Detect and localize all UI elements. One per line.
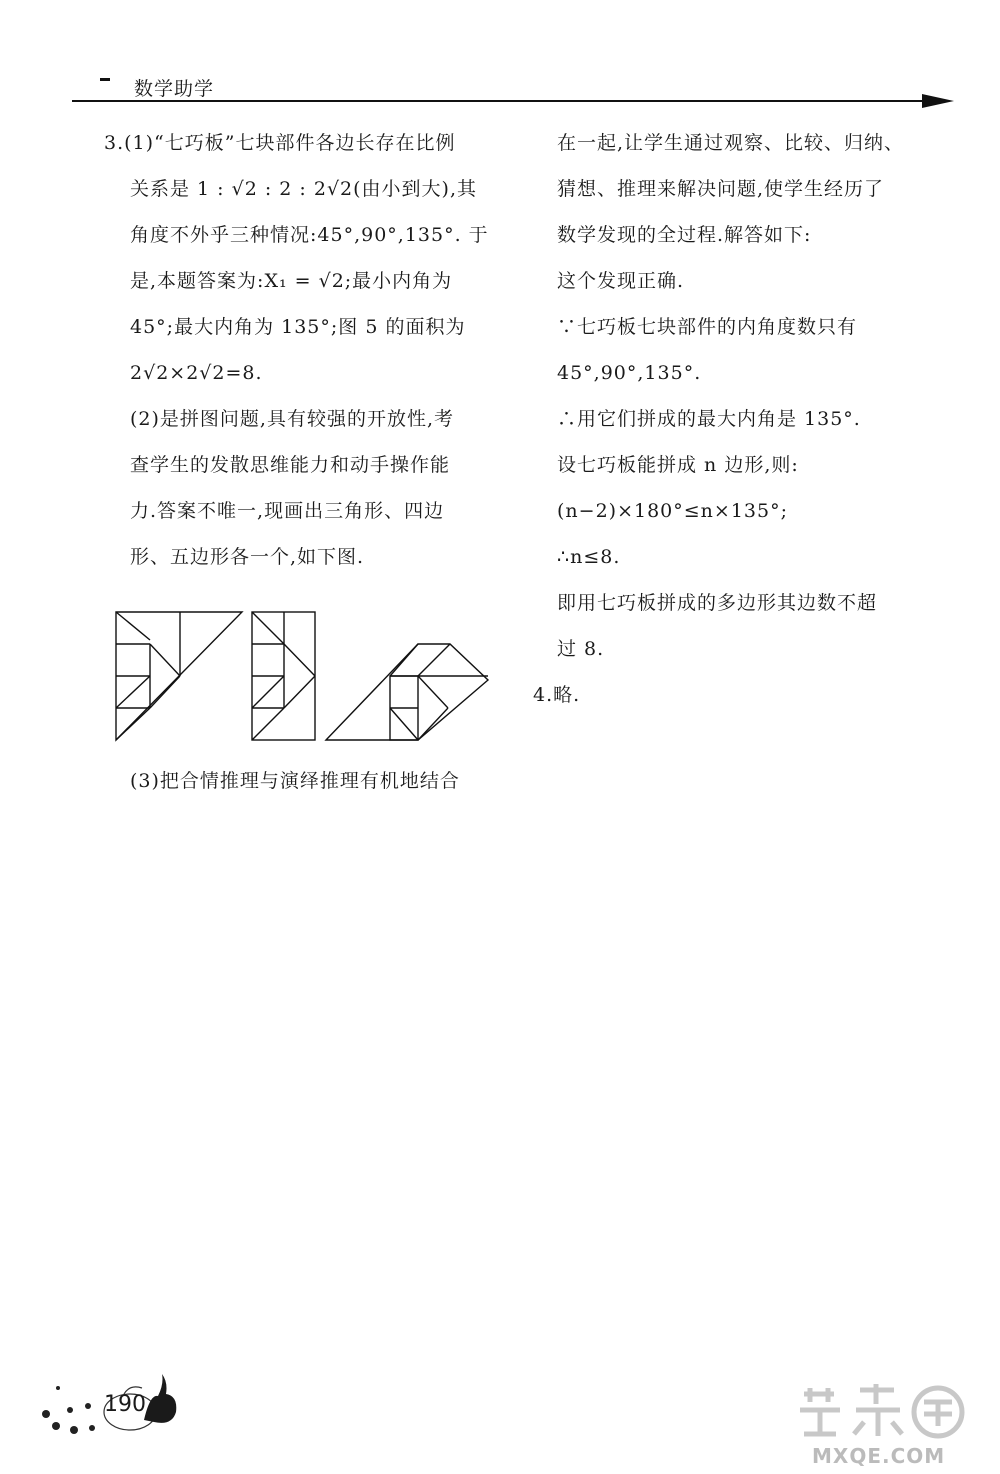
header-arrow-icon	[922, 94, 954, 108]
watermark-logo-icon	[790, 1380, 970, 1444]
text-line: 设七巧板能拼成 n 边形,则:	[557, 454, 799, 476]
text-line: 过 8.	[557, 638, 605, 660]
header-dash	[100, 78, 110, 81]
text-line: 这个发现正确.	[557, 270, 685, 292]
paragraph-3-start: (3)把合情推理与演绎推理有机地结合	[130, 770, 460, 792]
text-line: 4.略.	[533, 684, 581, 706]
text-line: 角度不外乎三种情况:45°,90°,135°. 于	[130, 224, 489, 246]
tangram-figures	[112, 610, 492, 740]
text-line: 形、五边形各一个,如下图.	[130, 546, 365, 568]
text-line: 在一起,让学生通过观察、比较、归纳、	[557, 132, 905, 154]
text-line: 查学生的发散思维能力和动手操作能	[130, 454, 451, 476]
text-line: 2√2×2√2=8.	[130, 362, 263, 384]
text-line: ∴用它们拼成的最大内角是 135°.	[557, 408, 861, 430]
text-line: (2)是拼图问题,具有较强的开放性,考	[130, 408, 454, 430]
tangram-triangle-figure	[116, 612, 242, 740]
text-line: 45°,90°,135°.	[557, 362, 702, 384]
tangram-pentagon-figure	[326, 644, 488, 740]
page-number: 190	[104, 1392, 146, 1417]
text-line: 是,本题答案为:X₁ = √2;最小内角为	[130, 270, 453, 292]
text-line: (n−2)×180°≤n×135°;	[557, 500, 788, 522]
watermark-text: MXQE.COM	[812, 1444, 946, 1468]
header-rule	[72, 100, 922, 102]
text-line: 猜想、推理来解决问题,使学生经历了	[557, 178, 885, 200]
page-header	[72, 72, 954, 106]
text-line: ∴n≤8.	[557, 546, 621, 568]
text-line: 关系是 1 : √2 : 2 : 2√2(由小到大),其	[130, 178, 478, 200]
text-line: 3.(1)“七巧板”七块部件各边长存在比例	[104, 132, 456, 154]
text-line: ∵七巧板七块部件的内角度数只有	[557, 316, 858, 338]
right-column	[533, 120, 937, 718]
text-line: 即用七巧板拼成的多边形其边数不超	[557, 592, 878, 614]
tangram-quadrilateral-figure	[252, 612, 315, 740]
text-line: 数学发现的全过程.解答如下:	[557, 224, 812, 246]
header-title: 数学助学	[134, 78, 215, 100]
left-column	[104, 120, 504, 580]
text-line: 45°;最大内角为 135°;图 5 的面积为	[130, 316, 466, 338]
text-line: 力.答案不唯一,现画出三角形、四边	[130, 500, 445, 522]
